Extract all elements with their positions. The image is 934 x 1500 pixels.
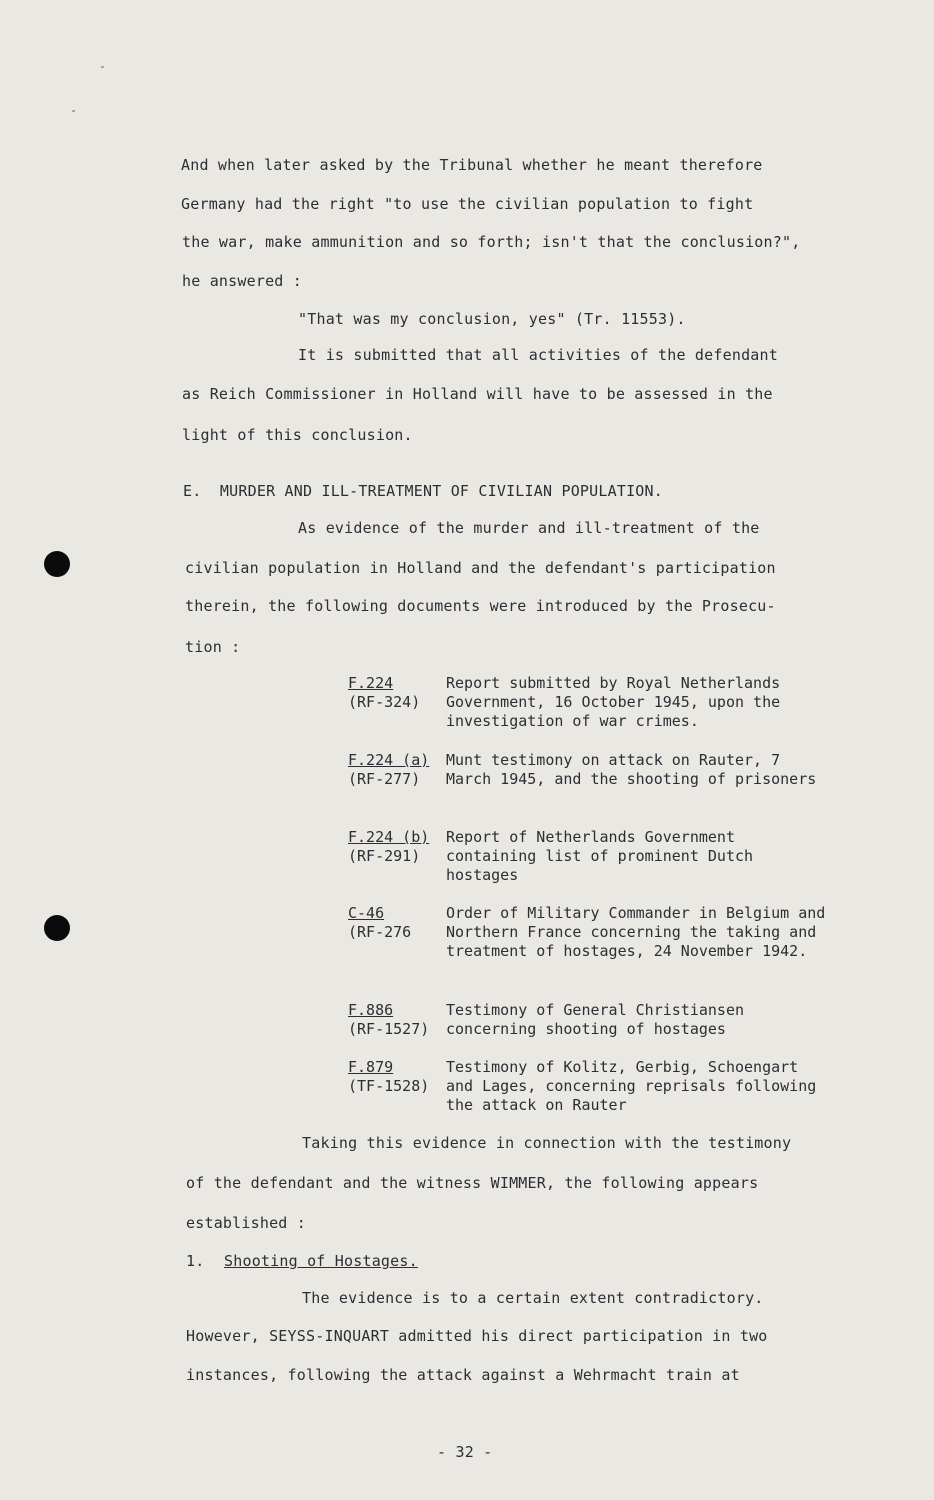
paragraph5-line: The evidence is to a certain extent contradictory. [302,1289,764,1307]
paragraph2-line: light of this conclusion. [182,426,413,444]
punch-hole [44,551,70,577]
document-ref: F.224 (RF-324) [348,674,421,711]
document-description: Report submitted by Royal Netherlands Government, 16 October 1945, upon the investigation of war crimes. [446,674,781,730]
document-description: Report of Netherlands Government containing list of prominent Dutch hostages [446,828,754,884]
paper-speck [101,66,104,68]
document-entry [0,674,934,738]
document-ref: F.224 (b) (RF-291) [348,828,430,865]
document-description: Testimony of General Christiansen concerning shooting of hostages [446,1001,745,1038]
document-entry [0,751,934,815]
paragraph1-line: Germany had the right "to use the civilian population to fight [181,195,754,213]
paragraph3-line: tion : [185,638,241,656]
paragraph1-line: And when later asked by the Tribunal whether he meant therefore [181,156,763,174]
subheading-number: 1. [186,1252,205,1270]
paragraph4-line: Taking this evidence in connection with the testimony [302,1134,792,1152]
document-ref: F.879 (TF-1528) [348,1058,430,1095]
paragraph3-line: civilian population in Holland and the defendant's participation [185,559,776,577]
document-entry [0,1058,934,1122]
document-ref: C-46 (RF-276 [348,904,412,941]
paragraph4-line: established : [186,1214,306,1232]
document-description: Order of Military Commander in Belgium and Northern France concerning the taking and treatment of hostages, 24 November 1942. [446,904,826,960]
document-ref: F.224 (a) (RF-277) [348,751,430,788]
paragraph1-line: he answered : [182,272,302,290]
testimony-quote: "That was my conclusion, yes" (Tr. 11553). [298,310,686,328]
paragraph2-line: as Reich Commissioner in Holland will have to be assessed in the [182,385,773,403]
paragraph2-line: It is submitted that all activities of the defendant [298,346,778,364]
paragraph1-line: the war, make ammunition and so forth; isn't that the conclusion?", [182,233,801,251]
paragraph5-line: However, SEYSS-INQUART admitted his direct participation in two [186,1327,768,1345]
document-ref: F.886 (RF-1527) [348,1001,430,1038]
paragraph3-line: As evidence of the murder and ill-treatment of the [298,519,760,537]
document-entry [0,828,934,892]
paper-speck [72,110,75,112]
subheading-shooting-of-hostages: Shooting of Hostages. [224,1252,418,1270]
document-entry [0,904,934,986]
paragraph5-line: instances, following the attack against a Wehrmacht train at [186,1366,740,1384]
document-description: Munt testimony on attack on Rauter, 7 March 1945, and the shooting of prisoners [446,751,817,788]
paragraph3-line: therein, the following documents were introduced by the Prosecu- [185,597,776,615]
section-heading: E. MURDER AND ILL-TREATMENT OF CIVILIAN POPULATION. [183,482,663,500]
page-number: - 32 - [437,1443,493,1461]
paragraph4-line: of the defendant and the witness WIMMER, the following appears [186,1174,759,1192]
document-entry [0,1001,934,1045]
document-description: Testimony of Kolitz, Gerbig, Schoengart and Lages, concerning reprisals following the attack on Rauter [446,1058,817,1114]
